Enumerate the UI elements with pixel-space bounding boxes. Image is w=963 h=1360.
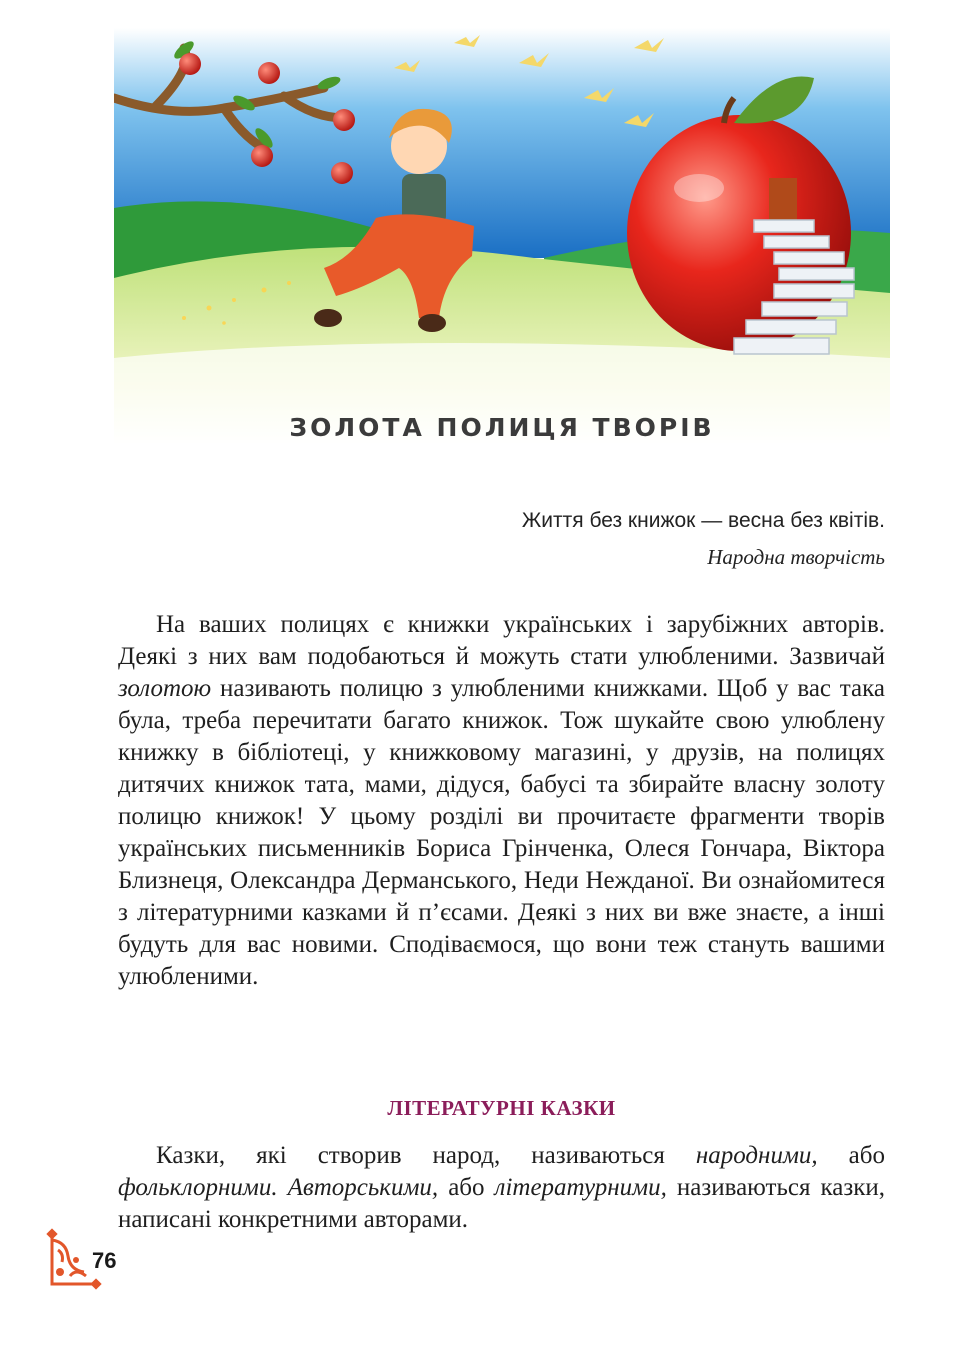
chapter-title: ЗОЛОТА ПОЛИЦЯ ТВОРІВ [289, 413, 715, 442]
definition-emphasis3: літературними, [494, 1174, 667, 1201]
intro-text-part2: називають полицю з улюбленими книжками. Щоб у вас така була, треба перечитати багато книжок. Тож шукайте свою улюблену книжку в бібліотеці, у книжковому магазині, у друзів, на полицях дитячих книжок тата, мами, дідуся, бабусі та збирайте власну золоту полицю книжок! У цьому розділі ви прочитаєте фрагменти творів українських письменників Бориса Грінченка, Олеся Гончара, Віктора Близнеця, Олександра Дерманського, Неди Нежданої. Ви ознайомитеся з літературними казками й п’єсами. Деякі з них ви вже знаєте, а інші будуть для вас новими. Сподіваємося, що вони теж стануть вашими улюбленими. [118, 675, 885, 990]
definition-paragraph [118, 1140, 885, 1236]
definition-part3: або [438, 1174, 495, 1201]
epigraph-author: Народна творчість [707, 545, 885, 569]
chapter-illustration [114, 28, 890, 446]
definition-part4: називаються казки, написані конкретними авторами. [118, 1174, 885, 1233]
intro-text-part1: На ваших полицях є книжки українських і зарубіжних авторів. Деякі з них вам подобаються й можуть стати улюбленими. Зазвичай [118, 611, 885, 670]
section-heading: ЛІТЕРАТУРНІ КАЗКИ [387, 1096, 616, 1120]
intro-emphasis: золотою [118, 675, 212, 702]
intro-paragraph [118, 609, 885, 993]
definition-emphasis2: фольклорними. Авторськими, [118, 1174, 439, 1201]
definition-emphasis1: народними, [695, 1142, 818, 1169]
definition-part2: або [817, 1142, 885, 1169]
epigraph-text: Життя без книжок — весна без квітів. [521, 509, 885, 532]
definition-part1: Казки, які створив народ, називаються [156, 1142, 696, 1169]
page-number: 76 [92, 1248, 117, 1273]
epigraph [522, 506, 885, 574]
